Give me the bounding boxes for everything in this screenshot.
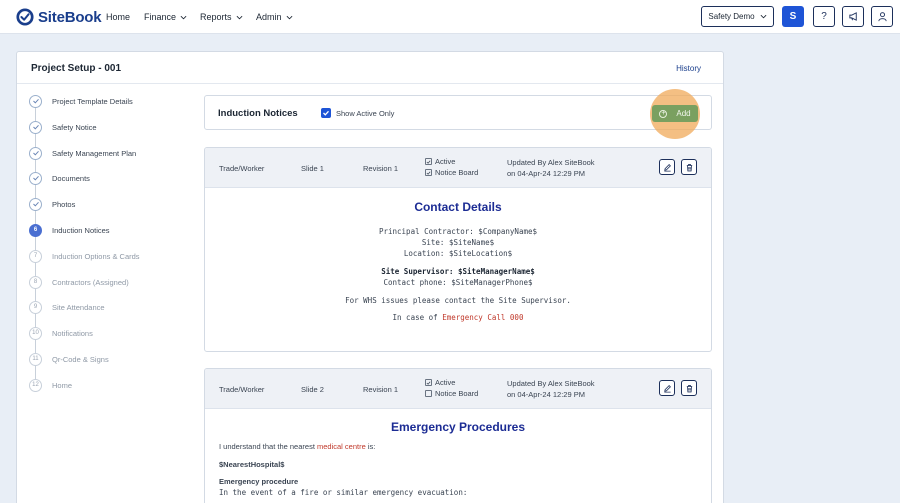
medical-centre-text: medical centre bbox=[316, 442, 366, 451]
medical-suffix: is: bbox=[365, 442, 376, 451]
edit-button[interactable] bbox=[659, 380, 675, 396]
emergency-prefix: In case of bbox=[392, 313, 443, 322]
chevron-down-icon bbox=[286, 14, 293, 21]
chevron-down-icon bbox=[760, 13, 767, 20]
active-label: Active bbox=[435, 157, 456, 166]
checkmark-icon bbox=[322, 109, 330, 117]
slide-meta-row bbox=[205, 369, 711, 409]
pencil-icon bbox=[663, 384, 672, 393]
step-label: Project Template Details bbox=[52, 96, 133, 106]
procedure-text: In the event of a fire or similar emergency evacuation: bbox=[219, 488, 468, 497]
nav-reports[interactable] bbox=[200, 12, 243, 22]
trash-icon bbox=[685, 163, 694, 172]
slide-revision: Revision 1 bbox=[363, 164, 399, 173]
section-title: Induction Notices bbox=[218, 108, 298, 119]
plus-circle-icon: + bbox=[661, 109, 666, 117]
step-documents[interactable] bbox=[29, 170, 90, 186]
step-site-attendance[interactable] bbox=[29, 299, 105, 315]
slide-meta-row bbox=[205, 148, 711, 188]
emergency-call-text: Emergency Call 000 bbox=[442, 313, 524, 322]
step-done-check-icon bbox=[29, 147, 42, 160]
pencil-icon bbox=[663, 163, 672, 172]
location-line: Location: $SiteLocation$ bbox=[403, 249, 513, 258]
user-avatar-button[interactable] bbox=[782, 6, 804, 27]
step-number-badge: 6 bbox=[29, 224, 42, 237]
unchecked-box-icon bbox=[425, 390, 432, 397]
step-label: Notifications bbox=[52, 328, 93, 338]
delete-button[interactable] bbox=[681, 159, 697, 175]
company-select[interactable] bbox=[701, 6, 774, 27]
step-photos[interactable] bbox=[29, 196, 75, 212]
updated-on: on 04-Apr-24 12:29 PM bbox=[507, 169, 585, 178]
app-logo[interactable] bbox=[16, 8, 101, 26]
help-icon: ? bbox=[821, 11, 827, 22]
nav-admin[interactable] bbox=[256, 12, 293, 22]
step-induction-notices[interactable] bbox=[29, 222, 110, 238]
step-label: Site Attendance bbox=[52, 302, 105, 312]
step-done-check-icon bbox=[29, 95, 42, 108]
slide-audience: Trade/Worker bbox=[219, 164, 265, 173]
step-label: Induction Notices bbox=[52, 225, 110, 235]
panel-header bbox=[17, 52, 723, 84]
supervisor-line: Site Supervisor: $SiteManagerName$ bbox=[381, 267, 535, 276]
show-active-label: Show Active Only bbox=[336, 109, 395, 118]
slide-heading: Emergency Procedures bbox=[390, 420, 526, 434]
delete-button[interactable] bbox=[681, 380, 697, 396]
notice-board-status bbox=[425, 389, 478, 398]
announcements-button[interactable] bbox=[842, 6, 864, 27]
medical-centre-line bbox=[219, 442, 375, 451]
step-label: Photos bbox=[52, 199, 76, 209]
step-number-badge: 11 bbox=[29, 353, 42, 366]
edit-button[interactable] bbox=[659, 159, 675, 175]
megaphone-icon bbox=[848, 11, 859, 22]
notice-board-label: Notice Board bbox=[435, 168, 479, 177]
avatar-initial: S bbox=[789, 11, 797, 22]
user-icon bbox=[877, 11, 888, 22]
nav-reports-label: Reports bbox=[200, 12, 232, 22]
step-safety-management-plan[interactable] bbox=[29, 145, 136, 161]
step-label: Qr-Code & Signs bbox=[52, 354, 109, 364]
step-contractors-assigned[interactable] bbox=[29, 274, 129, 290]
step-home[interactable] bbox=[29, 377, 72, 393]
step-label: Induction Options & Cards bbox=[52, 251, 140, 261]
step-done-check-icon bbox=[29, 121, 42, 134]
nav-admin-label: Admin bbox=[256, 12, 282, 22]
checked-box-icon bbox=[425, 169, 432, 176]
notice-slide-card bbox=[204, 368, 712, 503]
slide-heading: Contact Details bbox=[414, 200, 502, 214]
nav-finance[interactable] bbox=[144, 12, 187, 22]
step-induction-options-cards[interactable] bbox=[29, 248, 140, 264]
step-number-badge: 7 bbox=[29, 250, 42, 263]
checked-box-icon bbox=[425, 158, 432, 165]
step-number-badge: 10 bbox=[29, 327, 42, 340]
nav-home-label: Home bbox=[106, 12, 131, 22]
whs-line: For WHS issues please contact the Site Supervisor. bbox=[345, 296, 571, 305]
company-select-value: Safety Demo bbox=[708, 12, 755, 21]
updated-by: Updated By Alex SiteBook bbox=[507, 158, 595, 167]
updated-by: Updated By Alex SiteBook bbox=[507, 379, 595, 388]
active-status bbox=[425, 157, 455, 166]
add-button-label: Add bbox=[676, 109, 691, 118]
slide-audience: Trade/Worker bbox=[219, 385, 265, 394]
project-setup-panel bbox=[16, 51, 724, 503]
step-safety-notice[interactable] bbox=[29, 119, 97, 135]
checked-box-icon bbox=[425, 379, 432, 386]
step-label: Documents bbox=[52, 173, 90, 183]
emergency-line bbox=[205, 313, 711, 322]
step-number-badge: 8 bbox=[29, 276, 42, 289]
active-label: Active bbox=[435, 378, 456, 387]
slide-number: Slide 2 bbox=[301, 385, 324, 394]
step-qr-code-signs[interactable] bbox=[29, 351, 109, 367]
step-done-check-icon bbox=[29, 172, 42, 185]
procedure-title: Emergency procedure bbox=[219, 477, 299, 486]
principal-contractor-line: Principal Contractor: $CompanyName$ bbox=[378, 227, 538, 236]
step-label: Home bbox=[52, 380, 73, 390]
notice-board-label: Notice Board bbox=[435, 389, 479, 398]
step-number-badge: 12 bbox=[29, 379, 42, 392]
step-label: Safety Notice bbox=[52, 122, 97, 132]
step-label: Safety Management Plan bbox=[52, 148, 137, 158]
notice-slide-card bbox=[204, 147, 712, 352]
induction-notices-header bbox=[204, 95, 712, 130]
step-project-template-details[interactable] bbox=[29, 93, 133, 109]
trash-icon bbox=[685, 384, 694, 393]
active-status bbox=[425, 378, 455, 387]
chevron-down-icon bbox=[180, 14, 187, 21]
sitebook-logo-icon bbox=[16, 8, 34, 26]
step-label: Contractors (Assigned) bbox=[52, 277, 129, 287]
page-title: Project Setup - 001 bbox=[31, 63, 122, 74]
help-button[interactable] bbox=[813, 6, 835, 27]
medical-prefix: I understand that the nearest bbox=[219, 442, 317, 451]
phone-line: Contact phone: $SiteManagerPhone$ bbox=[383, 278, 533, 287]
show-active-checkbox[interactable] bbox=[321, 108, 331, 118]
site-line: Site: $SiteName$ bbox=[421, 238, 495, 247]
updated-on: on 04-Apr-24 12:29 PM bbox=[507, 390, 585, 399]
nearest-hospital-line: $NearestHospital$ bbox=[219, 460, 285, 469]
app-name: SiteBook bbox=[38, 8, 102, 26]
step-done-check-icon bbox=[29, 198, 42, 211]
chevron-down-icon bbox=[236, 14, 243, 21]
step-notifications[interactable] bbox=[29, 325, 93, 341]
nav-finance-label: Finance bbox=[144, 12, 177, 22]
notice-board-status bbox=[425, 168, 478, 177]
top-navbar bbox=[0, 0, 900, 34]
slide-number: Slide 1 bbox=[301, 164, 324, 173]
slide-revision: Revision 1 bbox=[363, 385, 399, 394]
nav-home[interactable] bbox=[106, 12, 130, 22]
step-number-badge: 9 bbox=[29, 301, 42, 314]
history-link[interactable]: History bbox=[676, 64, 701, 73]
add-notice-button[interactable] bbox=[652, 105, 698, 122]
profile-button[interactable] bbox=[871, 6, 893, 27]
